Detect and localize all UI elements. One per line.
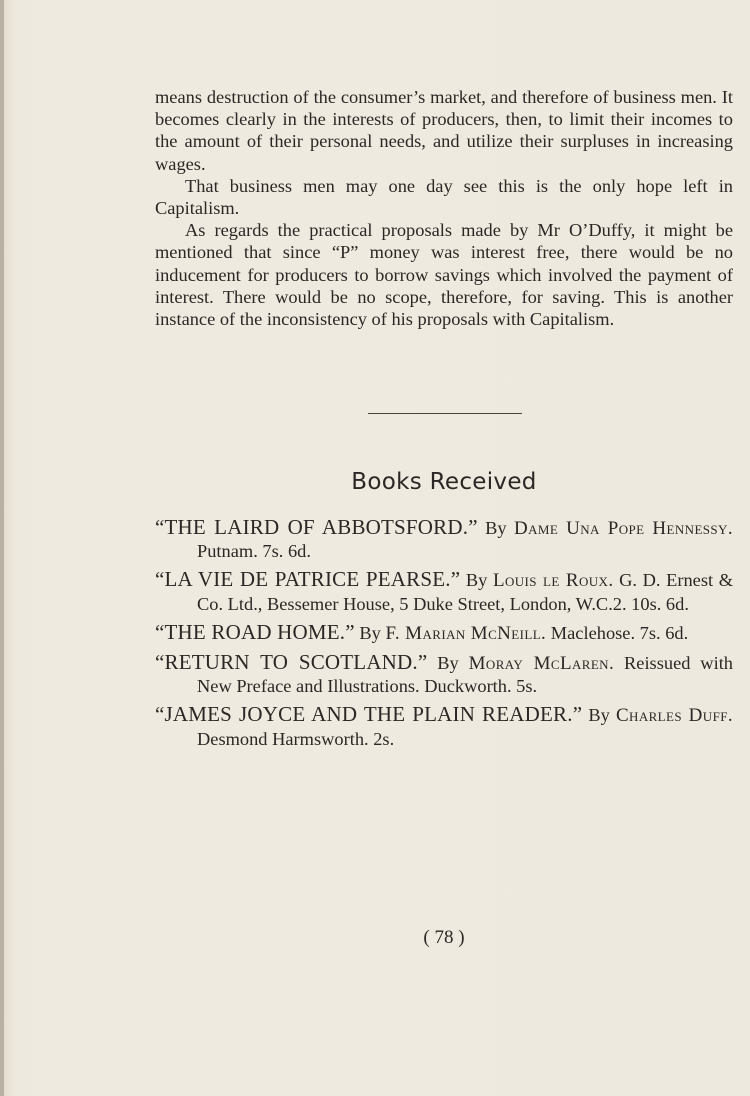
book-by: By bbox=[359, 622, 381, 643]
book-by: By bbox=[465, 570, 488, 591]
section-divider bbox=[368, 413, 522, 414]
book-entry bbox=[155, 651, 733, 697]
book-entry bbox=[155, 621, 733, 645]
book-entry bbox=[155, 568, 733, 614]
book-entry bbox=[155, 703, 733, 749]
book-title: “RETURN TO SCOTLAND.” bbox=[155, 650, 428, 675]
book-details: G. D. Ernest & Co. Ltd., Bessemer House, 5 Duke Street, London, W.C.2. 10s. 6d. bbox=[197, 570, 734, 614]
book-title: “JAMES JOYCE AND THE PLAIN READER.” bbox=[155, 702, 583, 727]
book-title: “THE LAIRD OF ABBOTSFORD.” bbox=[155, 515, 478, 539]
book-entry bbox=[155, 516, 733, 562]
page-number: ( 78 ) bbox=[423, 927, 465, 948]
body-text bbox=[155, 86, 733, 330]
book-author: Moray McLaren. bbox=[468, 653, 615, 675]
book-details: Reissued with New Preface and Illustrations. Duckworth. 5s. bbox=[197, 653, 733, 697]
book-details: Desmond Harmsworth. 2s. bbox=[197, 728, 395, 749]
book-by: By bbox=[485, 518, 507, 538]
books-list bbox=[155, 516, 733, 756]
book-title: “LA VIE DE PATRICE PEARSE.” bbox=[155, 567, 461, 592]
paragraph-1: means destruction of the consumer’s market, and therefore of business men. It becomes clearly in the interests of producers, then, to limit their incomes to the amount of their personal needs, and utilize their surpluses in increasing wages. bbox=[155, 87, 733, 174]
section-heading: Books Received bbox=[351, 469, 537, 495]
book-title: “THE ROAD HOME.” bbox=[155, 619, 355, 644]
book-details: Putnam. 7s. 6d. bbox=[197, 541, 311, 562]
page-spine-edge bbox=[0, 0, 4, 1096]
paragraph-2: That business men may one day see this is the only hope left in Capitalism. bbox=[155, 175, 733, 219]
book-author: Charles Duff. bbox=[615, 705, 733, 727]
book-author: F. Marian McNeill. bbox=[385, 622, 547, 644]
book-details: Maclehose. 7s. 6d. bbox=[550, 622, 689, 643]
paragraph-3: As regards the practical proposals made by Mr O’Duffy, it might be mentioned that since “P” money was interest free, there would be no inducement for producers to borrow savings which involved the payment of interest. There would be no scope, therefore, for saving. This is another instance of the inconsistency of his proposals with Capitalism. bbox=[155, 220, 733, 330]
book-by: By bbox=[437, 653, 459, 674]
book-by: By bbox=[588, 705, 610, 726]
book-author: Dame Una Pope Hennessy. bbox=[513, 518, 733, 539]
book-author: Louis le Roux. bbox=[492, 570, 614, 592]
